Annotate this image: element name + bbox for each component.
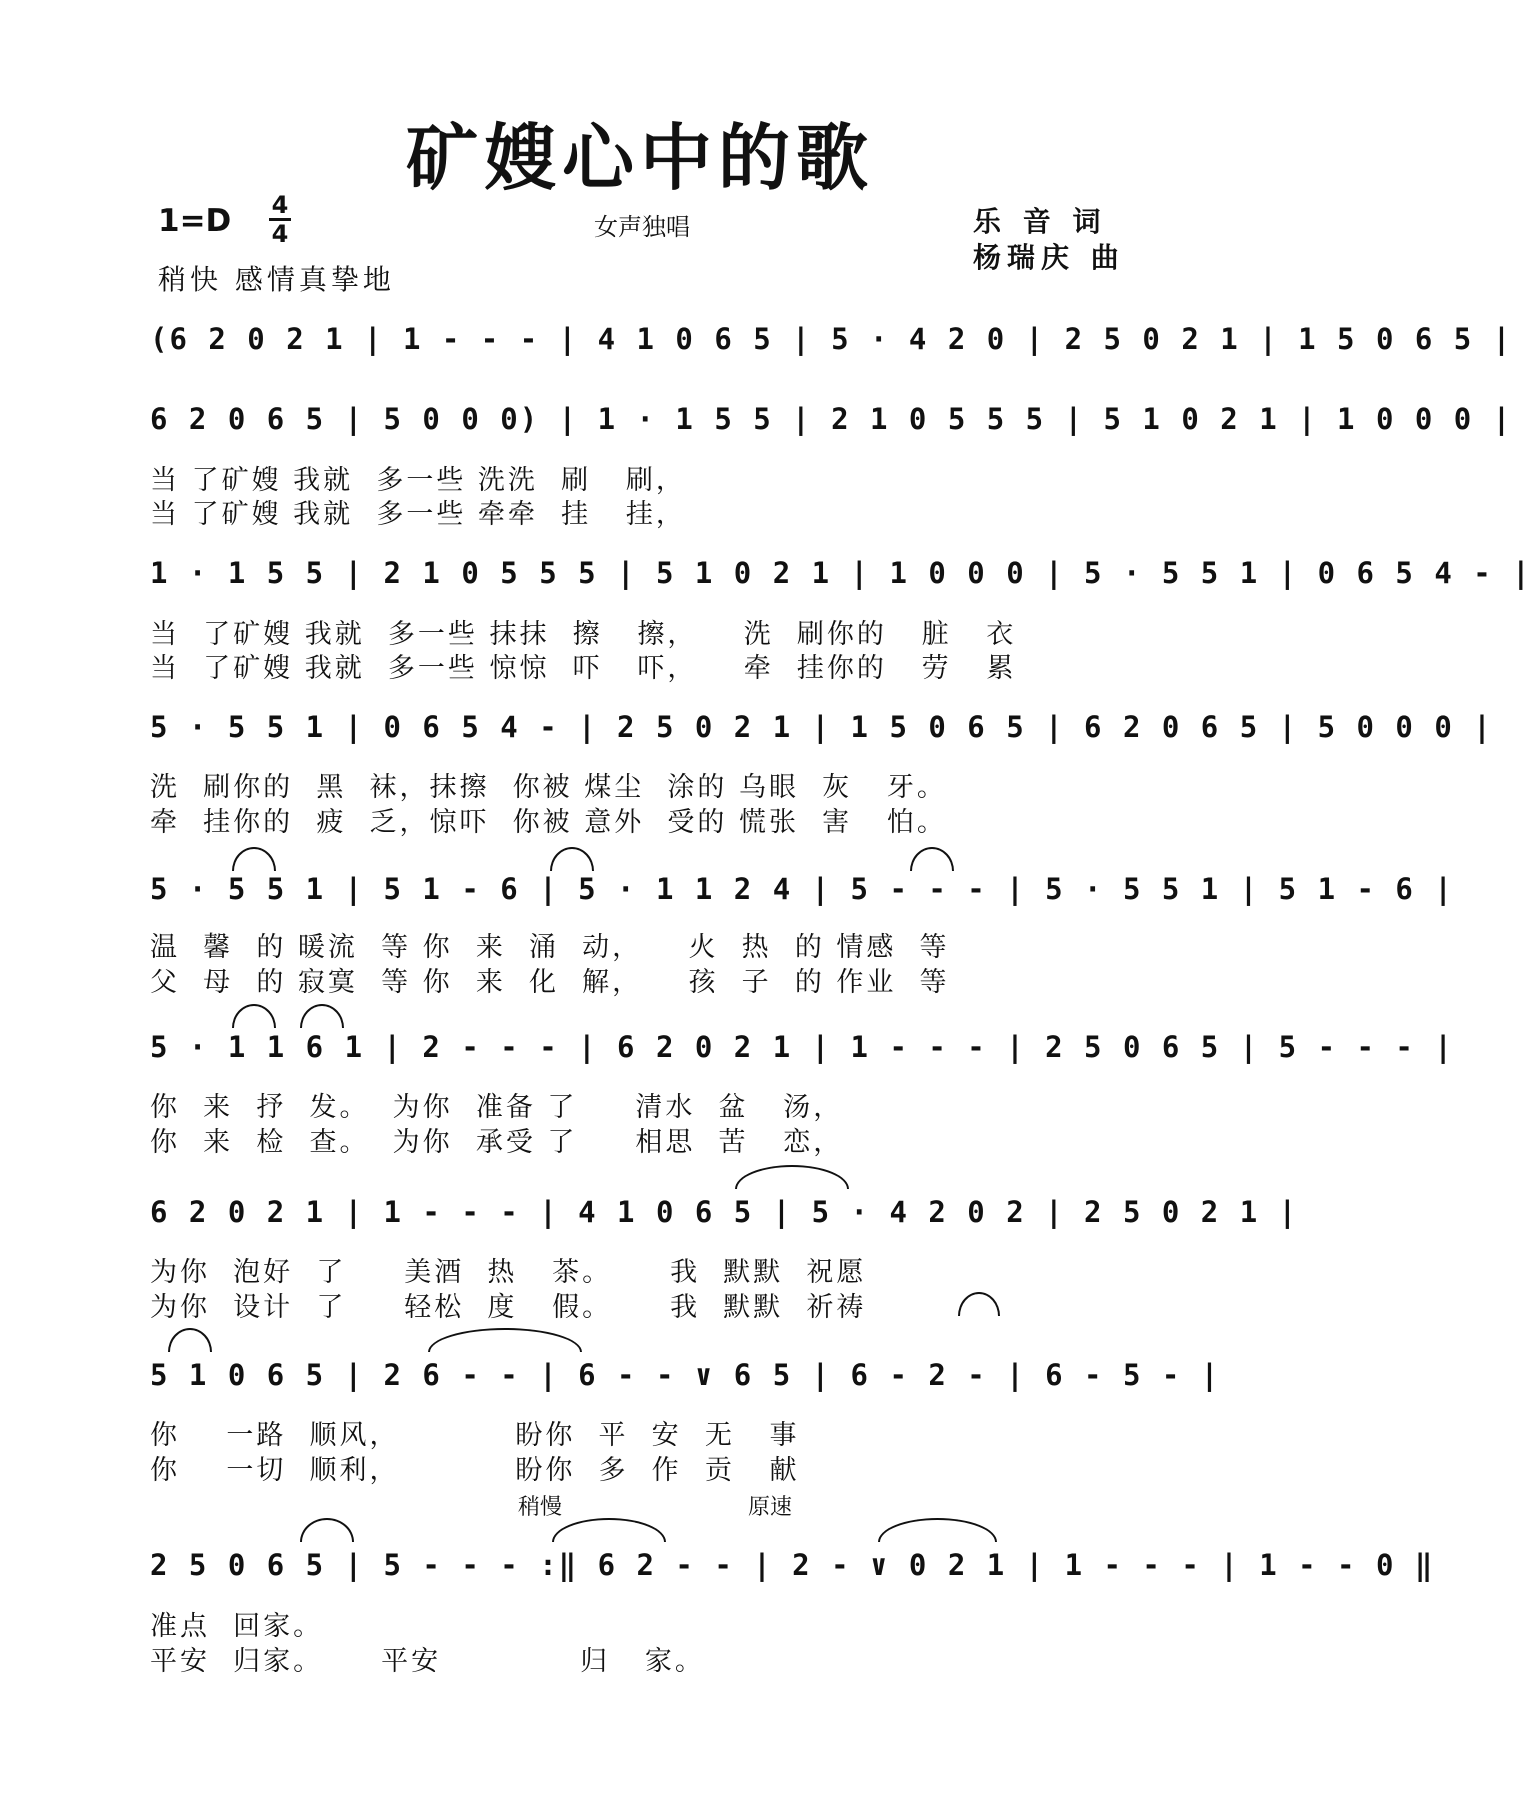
slur-mark [910, 847, 954, 871]
lyric-line-3-verse-1: 当 了矿嫂 我就 多一些 抹抹 擦 擦， 洗 刷你的 脏 衣 [150, 619, 1017, 650]
slur-mark [232, 1004, 276, 1028]
lyric-line-2-verse-1: 当 了矿嫂 我就 多一些 洗洗 刷 刷， [150, 465, 686, 496]
time-signature [265, 192, 295, 247]
slur-mark [300, 1004, 344, 1028]
time-sig-top: 4 [271, 191, 289, 219]
notation-line-7: 6 2 0 2 1 | 1 - - - | 4 1 0 6 5 | 5 · 4 2 0 2 | 2 5 0 2 1 | [150, 1195, 1299, 1229]
lyric-line-6-verse-1: 你 来 抒 发。 为你 准备 了 清水 盆 汤， [150, 1092, 844, 1123]
lyric-line-5-verse-1: 温 馨 的 暖流 等 你 来 涌 动， 火 热 的 情感 等 [150, 932, 950, 963]
slur-mark [735, 1165, 849, 1189]
key-signature: 1=D [158, 203, 232, 239]
notation-line-6: 5 · 1 1 6 1 | 2 - - - | 6 2 0 2 1 | 1 - - - | 2 5 0 6 5 | 5 - - - | [150, 1030, 1454, 1064]
tempo-marking: 稍快 感情真挚地 [158, 263, 395, 296]
lyric-line-7-verse-2: 为你 设计 了 轻松 度 假。 我 默默 祈祷 [150, 1292, 867, 1323]
lyric-line-2-verse-2: 当 了矿嫂 我就 多一些 牵牵 挂 挂， [150, 499, 686, 530]
slur-mark [878, 1518, 997, 1542]
notation-line-1: (6 2 0 2 1 | 1 - - - | 4 1 0 6 5 | 5 · 4 2 0 | 2 5 0 2 1 | 1 5 0 6 5 | [150, 322, 1513, 356]
lyric-line-4-verse-2: 牵 挂你的 疲 乏，惊吓 你被 意外 受的 慌张 害 怕。 [150, 807, 947, 838]
notation-line-5: 5 · 5 5 1 | 5 1 - 6 | 5 · 1 1 2 4 | 5 - - - | 5 · 5 5 1 | 5 1 - 6 | [150, 872, 1454, 906]
slur-mark [168, 1328, 212, 1352]
lyric-line-8-verse-2: 你 一切 顺利， 盼你 多 作 贡 献 [150, 1455, 800, 1486]
slur-mark [232, 847, 276, 871]
lyric-line-9-verse-2: 平安 归家。 平安 归 家。 [150, 1646, 705, 1677]
slur-mark [300, 1518, 354, 1542]
slur-mark [550, 847, 594, 871]
lyric-line-4-verse-1: 洗 刷你的 黑 袜，抹擦 你被 煤尘 涂的 乌眼 灰 牙。 [150, 772, 947, 803]
slur-mark [552, 1518, 666, 1542]
notation-line-9: 2 5 0 6 5 | 5 - - - :‖ 6 2 - - | 2 - ∨ 0 2 1 | 1 - - - | 1 - - 0 ‖ [150, 1548, 1435, 1582]
song-title: 矿嫂心中的歌 [405, 116, 874, 200]
lyric-line-6-verse-2: 你 来 检 查。 为你 承受 了 相思 苦 恋， [150, 1127, 844, 1158]
slur-mark [428, 1328, 582, 1352]
lyric-line-8-verse-1: 你 一路 顺风， 盼你 平 安 无 事 [150, 1420, 800, 1451]
lyric-line-3-verse-2: 当 了矿嫂 我就 多一些 惊惊 吓 吓， 牵 挂你的 劳 累 [150, 653, 1017, 684]
tempo-mark-original: 原速 [748, 1495, 793, 1520]
tempo-mark-slow: 稍慢 [518, 1495, 563, 1520]
lyric-line-7-verse-1: 为你 泡好 了 美酒 热 茶。 我 默默 祝愿 [150, 1257, 867, 1288]
lyric-line-9-verse-1: 准点 回家。 [150, 1611, 324, 1642]
composer-credit: 杨瑞庆 曲 [973, 241, 1125, 274]
lyricist-credit: 乐 音 词 [973, 205, 1107, 238]
notation-line-3: 1 · 1 5 5 | 2 1 0 5 5 5 | 5 1 0 2 1 | 1 0 0 0 | 5 · 5 5 1 | 0 6 5 4 - | [150, 556, 1532, 590]
time-sig-bottom: 4 [271, 220, 289, 248]
notation-line-8: 5 1 0 6 5 | 2 6 - - | 6 - - ∨ 6 5 | 6 - 2 - | 6 - 5 - | [150, 1358, 1221, 1392]
lyric-line-5-verse-2: 父 母 的 寂寞 等 你 来 化 解， 孩 子 的 作业 等 [150, 967, 950, 998]
notation-line-2: 6 2 0 6 5 | 5 0 0 0) | 1 · 1 5 5 | 2 1 0 5 5 5 | 5 1 0 2 1 | 1 0 0 0 | [150, 402, 1513, 436]
notation-line-4: 5 · 5 5 1 | 0 6 5 4 - | 2 5 0 2 1 | 1 5 0 6 5 | 6 2 0 6 5 | 5 0 0 0 | [150, 710, 1493, 744]
performance-type: 女声独唱 [594, 213, 690, 241]
